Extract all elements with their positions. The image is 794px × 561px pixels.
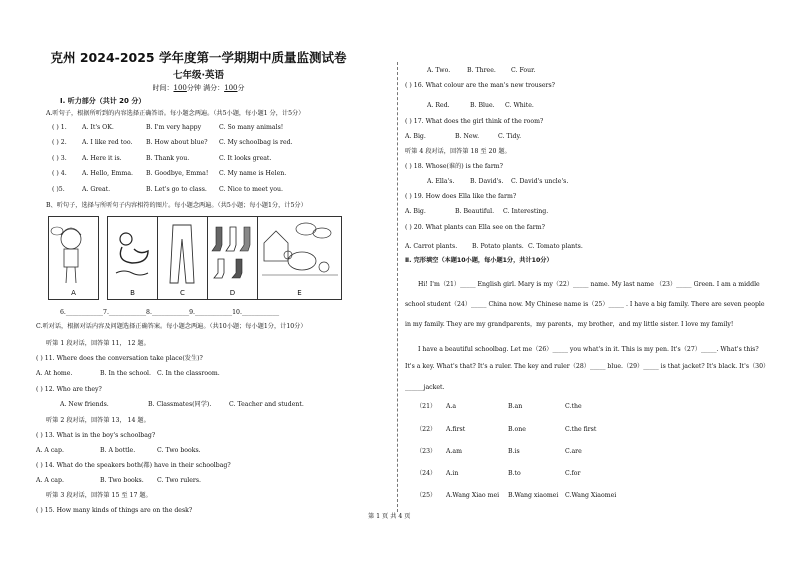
option-a[interactable]: A.first	[446, 426, 466, 433]
time-value: 100	[173, 84, 187, 92]
passage-line: in my family. They are my grandparents，my parents，my brother，and my little sister. I love my family!	[405, 321, 734, 328]
option-a: A. At home.	[36, 370, 73, 377]
passage-line: It's a key. What's that? It's a ruler. The key and ruler（28）_____ blue.（29）_____ is that jacket? It's black. It's（30）	[405, 363, 770, 370]
picture-label: E	[297, 289, 302, 297]
picture-c	[157, 216, 208, 300]
section-c-instruction: C.听对话，根据对话内容及问题选择正确答案。每小题念两遍。（共10小题；每小题1分，计10分）	[36, 323, 307, 330]
option-c: C. White.	[505, 102, 534, 109]
question-text[interactable]: ( ) 13. What is in the boy's schoolbag?	[36, 432, 156, 439]
score-unit: 分	[237, 84, 245, 92]
question-number[interactable]: ( )5.	[52, 186, 65, 193]
socks-drawing	[208, 217, 257, 299]
option-c[interactable]: C.are	[565, 448, 582, 455]
question-text[interactable]: ( ) 11. Where does the conversation take place(发生)?	[36, 355, 203, 362]
option-c: C. It looks great.	[219, 155, 272, 162]
option-a[interactable]: A.am	[446, 448, 462, 455]
picture-label: A	[71, 289, 76, 297]
section-b-instruction: B、听句子，选择与所听句子内容相符的图片。每小题念两遍。（共5小题；每小题1分，计5分）	[46, 202, 307, 209]
option-b: B. Thank you.	[146, 155, 190, 162]
picture-label: D	[229, 289, 236, 297]
question-text[interactable]: ( ) 17. What does the girl think of the room?	[405, 118, 544, 125]
option-a: A. Ella's.	[427, 178, 455, 185]
option-a: A. New friends.	[60, 401, 109, 408]
option-b: B. New.	[455, 133, 480, 140]
picture-label: C	[180, 289, 185, 297]
blank-number: （24）	[416, 470, 437, 477]
option-a: A. Big.	[405, 208, 426, 215]
option-a[interactable]: A.a	[446, 403, 457, 410]
option-b: B. Goodbye, Emma!	[146, 170, 209, 177]
option-c: C. In the classroom.	[157, 370, 220, 377]
option-c: C. Tomato plants.	[528, 243, 583, 250]
question-text[interactable]: ( ) 14. What do the speakers both(都) have in their schoolbag?	[36, 462, 231, 469]
option-b: B. Let's go to class.	[146, 186, 207, 193]
blank-number: （21）	[416, 403, 437, 410]
picture-a	[48, 216, 99, 300]
option-b[interactable]: B.one	[508, 426, 526, 433]
page-title: 克州 2024-2025 学年度第一学期期中质量监测试卷	[50, 50, 347, 65]
picture-d	[207, 216, 258, 300]
option-a: A. I like red too.	[82, 139, 133, 146]
option-b: B. Potato plants.	[472, 243, 524, 250]
option-a: A. Carrot plants.	[405, 243, 458, 250]
section-a-instruction: A.听句子，根据所听到的内容选择正确答语。每小题念两遍。（共5小题，每小题1 分，计5分）	[46, 110, 305, 117]
farm-drawing	[258, 217, 341, 299]
page-subtitle: 七年级·英语	[172, 70, 225, 81]
exam-info	[0, 84, 397, 93]
option-b: B. Three.	[467, 67, 496, 74]
option-b[interactable]: B.Wang xiaomei	[508, 492, 559, 499]
option-b: B. In the school.	[100, 370, 151, 377]
option-c: C. Two books.	[157, 447, 201, 454]
option-c: C. David's uncle's.	[511, 178, 569, 185]
option-a: A. Two.	[427, 67, 451, 74]
option-c: C. Two rulers.	[157, 477, 202, 484]
option-c[interactable]: C.the	[565, 403, 582, 410]
option-b: B. David's.	[470, 178, 504, 185]
option-a: A. Here it is.	[82, 155, 122, 162]
option-c: C. Tidy.	[498, 133, 522, 140]
question-number[interactable]: ( ) 3.	[52, 155, 67, 162]
picture-b	[107, 216, 158, 300]
duck-drawing	[108, 217, 157, 299]
option-b: B. Two books.	[100, 477, 144, 484]
option-b: B. Classmates(同学).	[148, 401, 212, 408]
question-number[interactable]: ( ) 4.	[52, 170, 67, 177]
option-c: C. So many animals!	[219, 124, 284, 131]
picture-answer-blanks[interactable]: 6.____________7.____________8.____________9.____________10.____________	[60, 309, 280, 316]
option-c: C. Interesting.	[503, 208, 549, 215]
option-c: C. Four.	[511, 67, 536, 74]
part1-title: Ⅰ. 听力部分（共计 20 分）	[60, 97, 146, 105]
option-a: A. A cap.	[36, 447, 64, 454]
picture-e	[257, 216, 342, 300]
option-c: C. My schoolbag is red.	[219, 139, 293, 146]
question-number[interactable]: ( ) 1.	[52, 124, 67, 131]
boy-drawing	[49, 217, 98, 299]
question-text[interactable]: ( ) 18. Whose(谁的) is the farm?	[405, 163, 503, 170]
part2-title: Ⅱ. 完形填空（本题10小题，每小题1分，共计10分）	[405, 257, 553, 264]
option-a[interactable]: A.Wang Xiao mei	[446, 492, 500, 499]
option-a: A. It's OK.	[82, 124, 114, 131]
dialogue-heading: 听第 4 段对话，回答第 18 至 20 题。	[405, 148, 511, 155]
blank-number: （22）	[416, 426, 437, 433]
option-a: A. A cap.	[36, 477, 64, 484]
option-b: B. How about blue?	[146, 139, 208, 146]
option-a: A. Great.	[82, 186, 111, 193]
page-number: 第 1 页 共 4 页	[368, 513, 411, 520]
option-a: A. Hello, Emma.	[82, 170, 133, 177]
blank-number: （23）	[416, 448, 437, 455]
blank-number: （25）	[416, 492, 437, 499]
passage-line: school student（24）_____ China now. My Chinese name is（25）_____ . I have a big family. There are seven people	[405, 301, 765, 308]
column-divider	[397, 62, 398, 512]
dialogue-heading: 听第 1 段对话，回答第 11， 12 题。	[46, 340, 150, 347]
option-c[interactable]: C.for	[565, 470, 581, 477]
option-c: C. Teacher and student.	[229, 401, 304, 408]
option-a: A. Red.	[427, 102, 450, 109]
question-text[interactable]: ( ) 16. What colour are the man's new trousers?	[405, 82, 555, 89]
passage-line: Hi! I'm（21）_____ English girl. Mary is my（22）_____ name. My last name （23）_____ Green. I am a middle	[418, 281, 760, 288]
option-b: B. A bottle.	[100, 447, 136, 454]
passage-line: I have a beautiful schoolbag. Let me（26）_____ you what's in it. This is my pen. It's（27）_____. What's this?	[418, 346, 759, 353]
option-c[interactable]: C.the first	[565, 426, 597, 433]
option-a[interactable]: A.in	[446, 470, 459, 477]
picture-label: B	[130, 289, 135, 297]
option-b: B. Blue.	[470, 102, 495, 109]
option-b: B. Beautiful.	[455, 208, 495, 215]
option-b[interactable]: B.to	[508, 470, 521, 477]
option-b[interactable]: B.is	[508, 448, 520, 455]
time-label: 时间：	[152, 84, 174, 92]
question-text[interactable]: ( ) 19. How does Ella like the farm?	[405, 193, 517, 200]
question-text[interactable]: ( ) 15. How many kinds of things are on the desk?	[36, 507, 193, 514]
option-c: C. My name is Helen.	[219, 170, 287, 177]
dialogue-heading: 听第 3 段对话，回答第 15 至 17 题。	[46, 492, 152, 499]
time-unit: 分钟 满分：	[186, 84, 225, 92]
option-b: B. I'm very happy	[146, 124, 202, 131]
question-number[interactable]: ( ) 2.	[52, 139, 67, 146]
question-text[interactable]: ( ) 20. What plants can Ella see on the farm?	[405, 224, 545, 231]
score-value: 100	[224, 84, 238, 92]
option-b[interactable]: B.an	[508, 403, 523, 410]
trousers-drawing	[158, 217, 207, 299]
option-c: C. Nice to meet you.	[219, 186, 283, 193]
question-text[interactable]: ( ) 12. Who are they?	[36, 386, 102, 393]
option-a: A. Big.	[405, 133, 426, 140]
passage-line: ______jacket.	[405, 384, 445, 391]
dialogue-heading: 听第 2 段对话，回答第 13， 14 题。	[46, 417, 150, 424]
option-c[interactable]: C.Wang Xiaomei	[565, 492, 617, 499]
